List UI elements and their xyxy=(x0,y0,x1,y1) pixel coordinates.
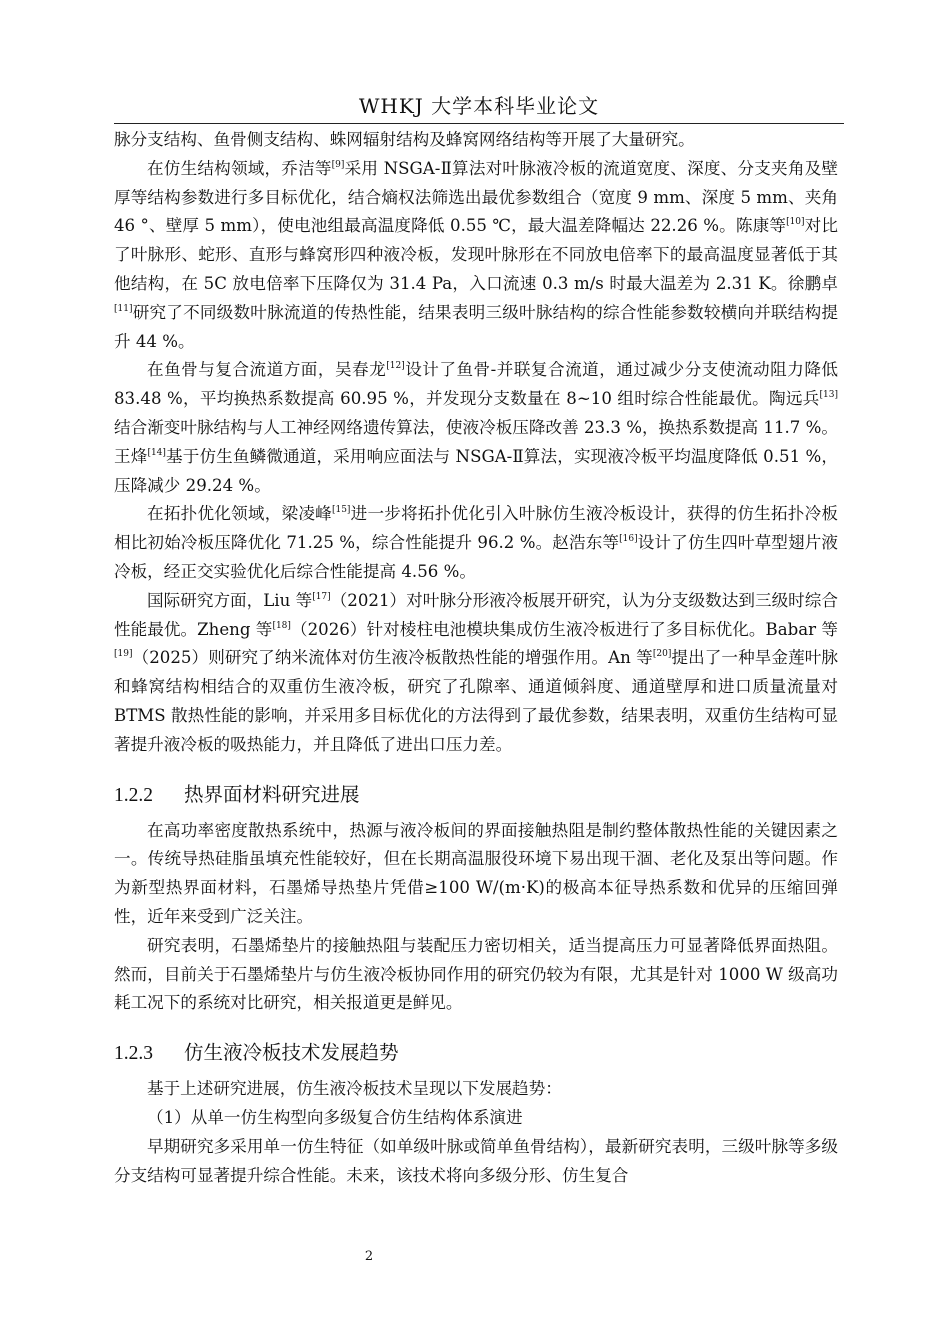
body-paragraph: 在高功率密度散热系统中，热源与液冷板间的界面接触热阻是制约整体散热性能的关键因素之一。传统导热硅脂虽填充性能较好，但在长期高温服役环境下易出现干涸、老化及泵出等问题。作为新型热界面材料，石墨烯导热垫片凭借≥100 W/(m·K)的极高本征导热系数和优异的压缩回弹性，近年来受到广泛关注。 xyxy=(114,820,838,926)
paragraph-text: 脉分支结构、鱼骨侧支结构、蛛网辐射结构及蜂窝网络结构等开展了大量研究。 xyxy=(114,130,695,149)
header-rule xyxy=(114,123,844,124)
citation-ref[interactable]: [16] xyxy=(619,534,638,545)
list-item-heading: （1）从单一仿生构型向多级复合仿生结构体系演进 xyxy=(147,1107,523,1127)
body-paragraph xyxy=(114,126,838,155)
paragraph-text: 设计了仿生四叶草型翅片液冷板，经正交实验优化后综合性能提高 4.56 %。 xyxy=(114,533,839,581)
paragraph-text: 在拓扑优化领域，梁凌峰 xyxy=(147,504,332,524)
paragraph-text: 进一步将拓扑优化引入叶脉仿生液冷板设计，获得的仿生拓扑冷板相比初始冷板压降优化 71.25 %，综合性能提升 96.2 %。赵浩东等 xyxy=(114,504,839,553)
body-paragraph: 研究表明，石墨烯垫片的接触热阻与装配压力密切相关，适当提高压力可显著降低界面热阻。然而，目前关于石墨烯垫片与仿生液冷板协同作用的研究仍较为有限，尤其是针对 1000 W 级高功耗工况下的系统对比研究，相关报道更是鲜见。 xyxy=(114,935,838,1013)
citation-ref[interactable]: [14] xyxy=(147,447,166,458)
citation-ref[interactable]: [9] xyxy=(331,159,345,170)
page-body xyxy=(114,126,838,1190)
body-paragraph: 早期研究多采用单一仿生特征（如单级叶脉或简单鱼骨结构），最新研究表明，三级叶脉等多级分支结构可显著提升综合性能。未来，该技术将向多级分形、仿生复合 xyxy=(114,1136,838,1185)
paragraph-text: 国际研究方面，Liu 等 xyxy=(147,590,313,610)
citation-ref[interactable]: [15] xyxy=(331,505,351,516)
paragraph-text: 基于仿生鱼鳞微通道，采用响应面法与 NSGA-Ⅱ算法，实现液冷板平均温度降低 0.51 %，压降减少 29.24 %。 xyxy=(114,446,838,495)
citation-ref[interactable]: [10] xyxy=(786,217,805,228)
citation-ref[interactable]: [17] xyxy=(312,591,331,602)
page-number: 2 xyxy=(364,1249,374,1264)
section-heading-1-2-3 xyxy=(114,1038,838,1069)
page-header-title: WHKJ 大学本科毕业论文 xyxy=(358,94,600,118)
section-title: 热界面材料研究进展 xyxy=(184,782,360,806)
paragraph-text: 提出了一种旱金莲叶脉和蜂窝结构相结合的双重仿生液冷板，研究了孔隙率、通道倾斜度、通道壁厚和进口质量流量对 BTMS 散热性能的影响，并采用多目标优化的方法得到了最优参数，结果表明，双重仿生结构可显著提升液冷板的吸热能力，并且降低了进出口压力差。 xyxy=(114,648,838,754)
body-paragraph xyxy=(114,587,838,760)
paragraph-text: 在仿生结构领域，乔洁等 xyxy=(147,158,332,178)
paragraph-text: 对比了叶脉形、蛇形、直形与蜂窝形四种液冷板，发现叶脉形在不同放电倍率下的最高温度显著低于其他结构，在 5C 放电倍率下压降仅为 31.4 Pa，入口流速 0.3 m/s 时最大温差为 2.31 K。徐鹏卓 xyxy=(114,216,839,293)
paragraph-text: 采用 NSGA-Ⅱ算法对叶脉液冷板的流道宽度、深度、分支夹角及壁厚等结构参数进行多目标优化，结合熵权法筛选出最优参数组合（宽度 9 mm、深度 5 mm、夹角 46 °、壁厚 5 mm），使电池组最高温度降低 0.55 ℃，最大温差降幅达 22.26 %。陈康等 xyxy=(114,158,838,236)
citation-ref[interactable]: [12] xyxy=(386,361,405,372)
paragraph-text: 研究了不同级数叶脉流道的传热性能，结果表明三级叶脉结构的综合性能参数较横向并联结构提升 44 %。 xyxy=(114,302,838,351)
citation-ref[interactable]: [11] xyxy=(114,303,133,314)
section-number: 1.2.3 xyxy=(114,1043,153,1065)
paragraph-text: 在鱼骨与复合流道方面，吴春龙 xyxy=(147,360,387,380)
section-heading-1-2-2 xyxy=(114,780,838,811)
citation-ref[interactable]: [20] xyxy=(652,649,672,660)
citation-ref[interactable]: [13] xyxy=(819,390,838,401)
paragraph-text: （2021）对叶脉分形液冷板展开研究，认为分支级数达到三级时综合性能最优。Zheng 等 xyxy=(114,590,838,639)
body-paragraph xyxy=(114,356,838,500)
paragraph-text: （2026）针对棱柱电池模块集成仿生液冷板进行了多目标优化。Babar 等 xyxy=(290,619,838,639)
body-paragraph: 基于上述研究进展，仿生液冷板技术呈现以下发展趋势： xyxy=(147,1079,562,1099)
citation-ref[interactable]: [19] xyxy=(114,649,133,660)
body-paragraph xyxy=(114,155,838,357)
section-number: 1.2.2 xyxy=(114,784,153,806)
body-paragraph xyxy=(114,500,838,586)
paragraph-text: 设计了鱼骨-并联复合流道，通过减少分支使流动阻力降低 83.48 %，平均换热系数提高 60.95 %，并发现分支数量在 8~10 组时综合性能最优。陶远兵 xyxy=(114,360,839,409)
citation-ref[interactable]: [18] xyxy=(272,620,291,631)
section-title: 仿生液冷板技术发展趋势 xyxy=(184,1041,399,1065)
paragraph-text: 结合渐变叶脉结构与人工神经网络遗传算法，使液冷板压降改善 23.3 %，换热系数提高 11.7 %。王烽 xyxy=(114,417,838,466)
paragraph-text: （2025）则研究了纳米流体对仿生液冷板散热性能的增强作用。An 等 xyxy=(132,648,653,668)
